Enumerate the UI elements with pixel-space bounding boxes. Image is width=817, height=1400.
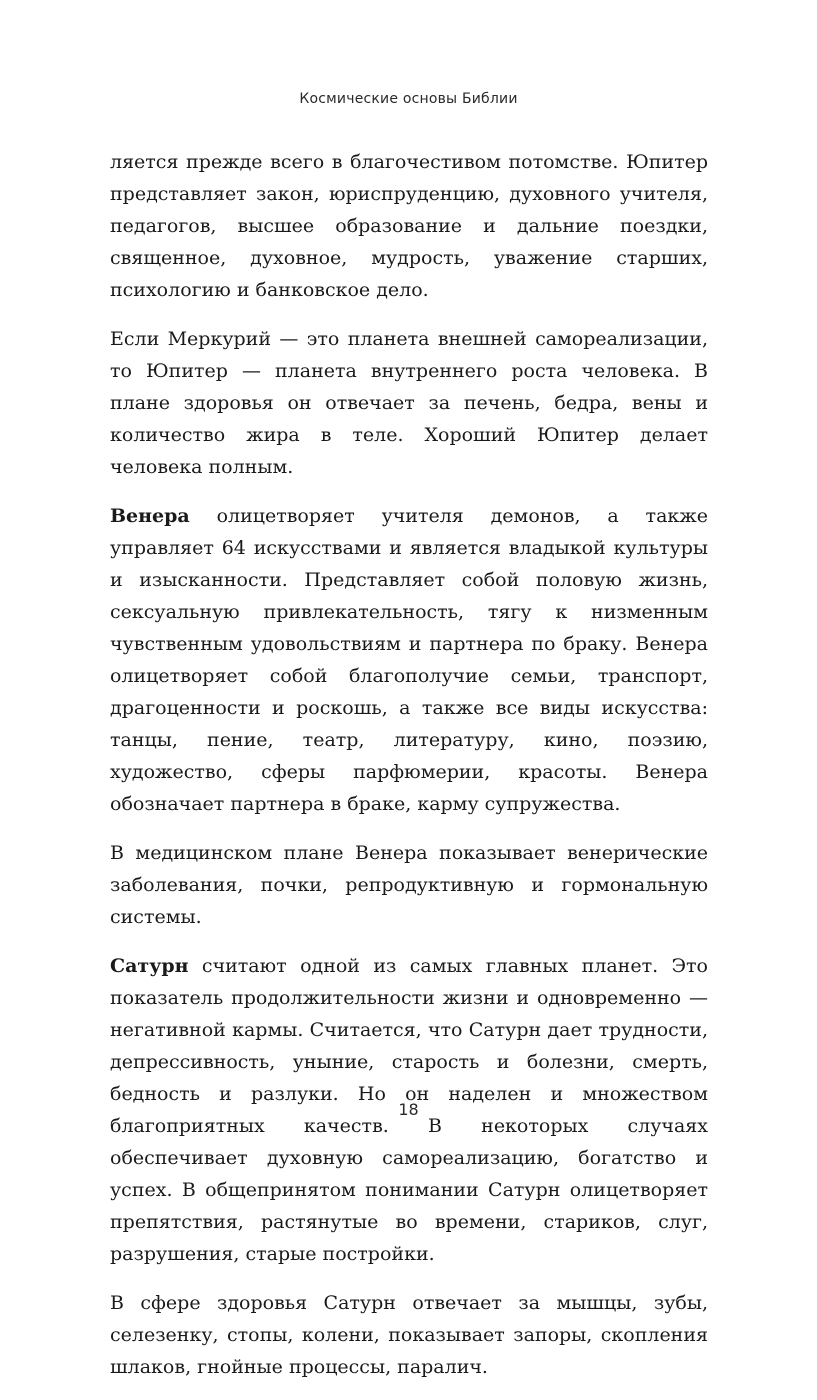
paragraph-text: В сфере здоровья Сатурн отвечает за мышцы, зубы, селезенку, стопы, колени, показывает запоры, скопления шлаков, гнойные процессы, паралич. [110, 1292, 708, 1378]
paragraph [110, 837, 708, 933]
running-title: Космические основы Библии [299, 91, 518, 107]
paragraph-lead-term: Венера [110, 505, 190, 527]
paragraph-text: В медицинском плане Венера показывает венерические заболевания, почки, репродуктивную и гормональную системы. [110, 842, 708, 928]
page-number: 18 [398, 1100, 419, 1119]
paragraph [110, 1287, 708, 1383]
paragraph-text: олицетворяет учителя демонов, а также управляет 64 искусствами и является владыкой культуры и изысканности. Представляет собой половую жизнь, сексуальную привлекательность, тягу к низменным чувственным удовольствиям и партнера по браку. Венера олицетворяет собой благополучие семьи, транспорт, драгоценности и роскошь, а также все виды искусства: танцы, пение, театр, литературу, кино, поэзию, художество, сферы парфюмерии, красоты. Венера обозначает партнера в браке, карму супружества. [110, 505, 708, 815]
paragraph-text: считают одной из самых главных планет. Это показатель продолжительности жизни и одновременно — негативной кармы. Считается, что Сатурн дает трудности, депрессивность, уныние, старость и болезни, смерть, бедность и разлуки. Но он наделен и множеством благоприятных качеств. В некоторых случаях обеспечивает духовную самореализацию, богатство и успех. В общепринятом понимании Сатурн олицетворяет препятствия, растянутые во времени, стариков, слуг, разрушения, старые постройки. [110, 955, 708, 1265]
paragraph-text: ляется прежде всего в благочестивом потомстве. Юпитер представляет закон, юриспруденцию, духовного учителя, педагогов, высшее образование и дальние поездки, священное, духовное, мудрость, уважение старших, психологию и банковское дело. [110, 151, 708, 301]
paragraph-text: Если Меркурий — это планета внешней самореализации, то Юпитер — планета внутреннего роста человека. В плане здоровья он отвечает за печень, бедра, вены и количество жира в теле. Хороший Юпитер делает человека полным. [110, 328, 708, 478]
paragraph [110, 146, 708, 306]
paragraph [110, 500, 708, 820]
paragraph-lead-term: Сатурн [110, 955, 189, 977]
paragraph [110, 323, 708, 483]
body-text [110, 146, 708, 1400]
